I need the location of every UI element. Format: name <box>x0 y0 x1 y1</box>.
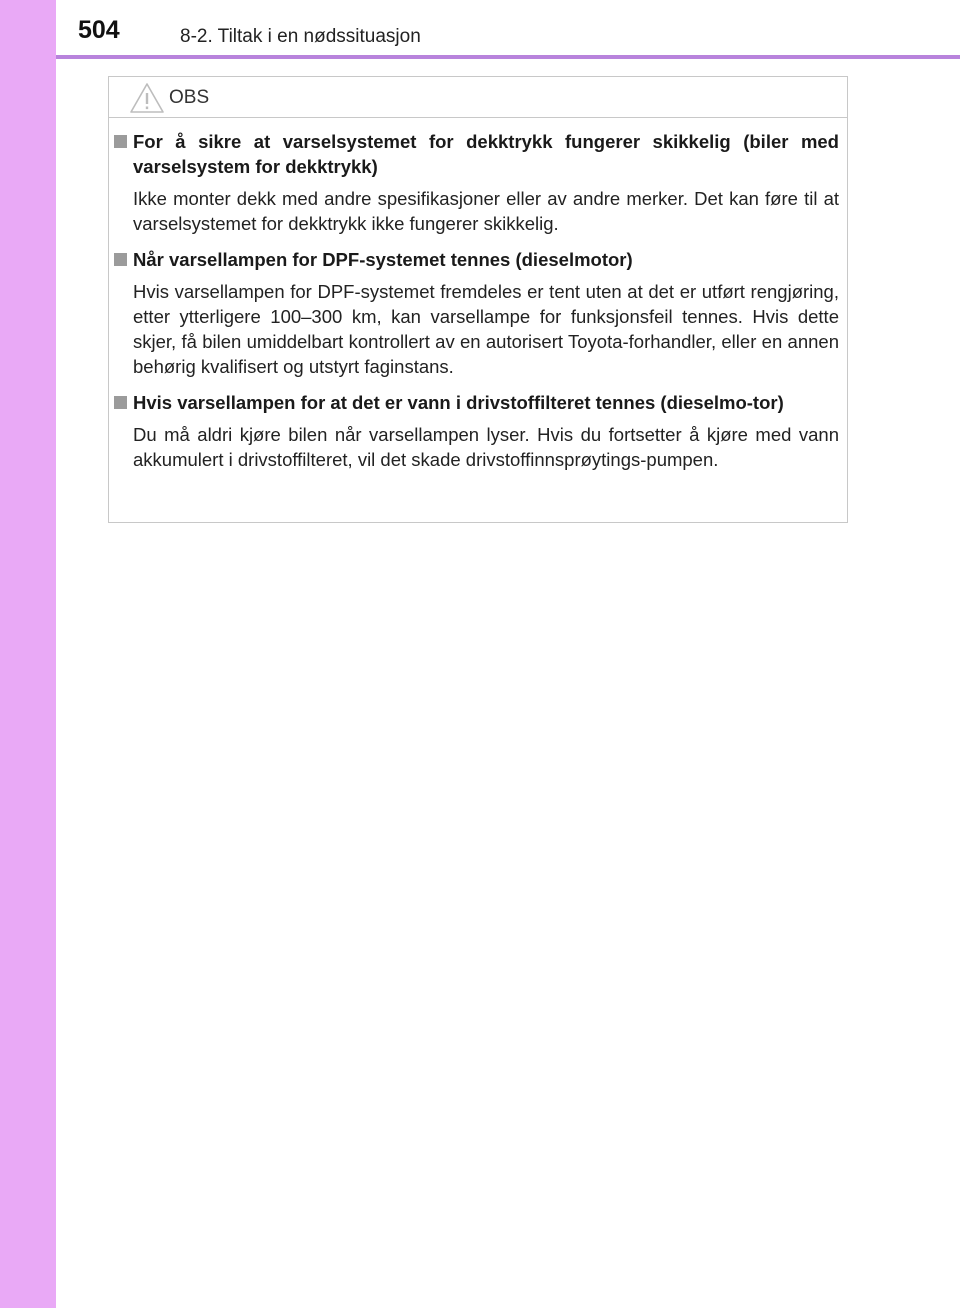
item-heading <box>109 247 839 272</box>
item-heading <box>109 390 839 415</box>
item-heading <box>109 129 839 179</box>
square-bullet-icon <box>114 253 127 266</box>
notice-label: OBS <box>169 87 210 108</box>
warning-triangle-icon <box>129 82 165 114</box>
square-bullet-icon <box>114 396 127 409</box>
notice-box <box>108 76 848 523</box>
notice-item <box>109 390 839 472</box>
notice-header <box>109 77 847 118</box>
item-text: Ikke monter dekk med andre spesifikasjoner eller av andre merker. Det kan føre til at varselsystemet for dekktrykk ikke fungerer skikkelig. <box>133 188 839 234</box>
chapter-side-tab <box>0 0 56 1308</box>
notice-item <box>109 247 839 379</box>
header-rule <box>56 55 960 59</box>
square-bullet-icon <box>114 135 127 148</box>
page-number: 504 <box>78 16 120 44</box>
item-heading-text: Når varsellampen for DPF-systemet tennes (dieselmotor) <box>133 249 633 270</box>
item-heading-text: For å sikre at varselsystemet for dekktrykk fungerer skikkelig (biler med varselsystem for dekktrykk) <box>133 131 839 177</box>
item-text: Du må aldri kjøre bilen når varsellampen lyser. Hvis du fortsetter å kjøre med vann akkumulert i drivstoffilteret, vil det skade drivstoffinnsprøytings-pumpen. <box>133 424 839 470</box>
notice-item <box>109 129 839 236</box>
notice-body <box>109 129 847 472</box>
section-title: 8-2. Tiltak i en nødssituasjon <box>180 26 421 47</box>
item-text: Hvis varsellampen for DPF-systemet fremdeles er tent uten at det er utført rengjøring, etter ytterligere 100–300 km, kan varsellampe for funksjonsfeil tennes. Hvis dette skjer, få bilen umiddelbart kontrollert av en autorisert Toyota-forhandler, eller en annen behørig kvalifisert og utstyrt faginstans. <box>133 281 839 377</box>
item-heading-text: Hvis varsellampen for at det er vann i drivstoffilteret tennes (dieselmo-tor) <box>133 392 784 413</box>
